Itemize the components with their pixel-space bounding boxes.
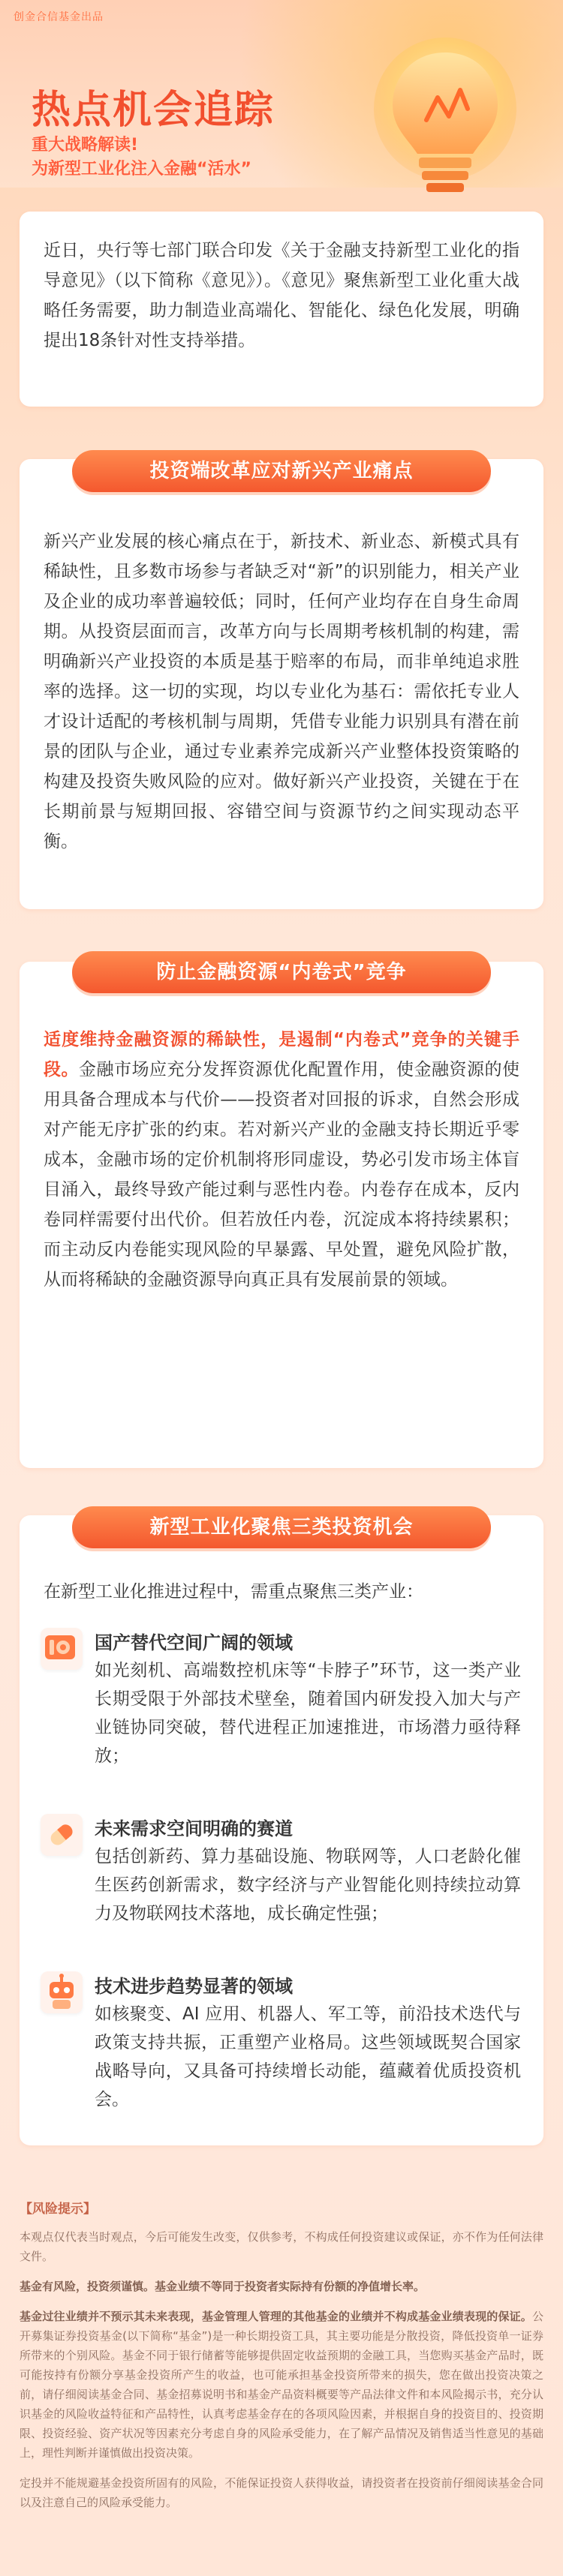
lightbulb-icon: [366, 38, 524, 225]
pill-icon: [41, 1814, 83, 1856]
section3-lead: 在新型工业化推进过程中，需重点聚焦三类产业：: [44, 1582, 423, 1602]
brand-tag: 创金合信基金出品: [14, 11, 104, 23]
item1-title: 国产替代空间广阔的领域: [95, 1632, 293, 1653]
risk-paragraph-3-rest: 公开募集证券投资基金(以下简称“基金”)是一种长期投资工具，其主要功能是分散投资，降低投资单一证券所带来的个别风险。基金不同于银行储蓄等能够提供固定收益预期的金融工具，当您购买基金产品时，既可能按持有份额分享基金投资所产生的收益，也可能承担基金投资所带来的损失，您在做出投资决策之前，请仔细阅读基金合同、基金招募说明书和基金产品资料概要等产品法律文件和本风险揭示书，充分认识基金的风险收益特征和产品特性，认真考虑基金存在的各项风险因素，并根据自身的投资目的、投资期限、投资经验、资产状况等因素充分考虑自身的风险承受能力，在了解产品情况及销售适当性意见的基础上，理性判断并谨慎做出投资决策。: [20, 2310, 543, 2460]
robot-icon: [41, 1971, 83, 2013]
page-title: 热点机会追踪: [32, 88, 275, 133]
section2-content: [44, 1025, 519, 1295]
item2-text: 包括创新药、算力基础设施、物联网等，人口老龄化催生医药创新需求，数字经济与产业智能化则持续拉动算力及物联网技术落地，成长确定性强；: [95, 1847, 521, 1923]
risk-paragraph-1: 本观点仅代表当时观点，今后可能发生改变，仅供参考，不构成任何投资建议或保证，亦不作为任何法律文件。: [20, 2230, 543, 2263]
risk-paragraph-3-bold: 基金过往业绩并不预示其未来表现，基金管理人管理的其他基金的业绩并不构成基金业绩表现的保证。: [20, 2310, 532, 2323]
item3-title: 技术进步趋势显著的领域: [95, 1976, 293, 1997]
risk-title: 【风险提示】: [20, 2202, 96, 2217]
item1-text: 如光刻机、高端数控机床等“卡脖子”环节，这一类产业长期受限于外部技术壁垒，随着国内研发投入加大与产业链协同突破，替代进程正加速推进，市场潜力亟待释放；: [95, 1661, 521, 1766]
item3-text: 如核聚变、AI 应用、机器人、军工等，前沿技术迭代与政策支持共振，正重塑产业格局。这些领域既契合国家战略导向，又具备可持续增长动能，蕴藏着优质投资机会。: [95, 2004, 521, 2109]
section1-paragraph: 新兴产业发展的核心痛点在于，新技术、新业态、新模式具有稀缺性，且多数市场参与者缺乏对“新”的识别能力，相关产业及企业的成功率普遍较低；同时，任何产业均存在自身生命周期。从投资层面而言，改革方向与长周期考核机制的构建，需明确新兴产业投资的本质是基于赔率的布局，而非单纯追求胜率的选择。这一切的实现，均以专业化为基石：需依托专业人才设计适配的考核机制与周期，凭借专业能力识别具有潜在前景的团队与企业，通过专业素养完成新兴产业整体投资策略的构建及投资失败风险的应对。做好新兴产业投资，关键在于在长期前景与短期回报、容错空间与资源节约之间实现动态平衡。: [44, 532, 519, 851]
section1-heading: 投资端改革应对新兴产业痛点: [72, 450, 491, 492]
risk-paragraph-3: [20, 2307, 543, 2463]
section2-paragraph: 金融市场应充分发挥资源优化配置作用，使金融资源的使用具备合理成本与代价——投资者对回报的诉求，自然会形成对产能无序扩张的约束。若对新兴产业的金融支持长期近乎零成本，金融市场的定价机制将形同虚设，势必引发市场主体盲目涌入，最终导致产能过剩与恶性内卷。内卷存在成本，反内卷同样需要付出代价。但若放任内卷，沉淀成本将持续累积；而主动反内卷能实现风险的早暴露、早处置，避免风险扩散，从而将稀缺的金融资源导向真正具有发展前景的领域。: [44, 1060, 519, 1290]
intro-card: [20, 212, 543, 407]
gear-icon: [41, 1628, 83, 1670]
hero-banner: [0, 0, 563, 188]
section3-heading: 新型工业化聚焦三类投资机会: [72, 1506, 491, 1548]
section1-card: [20, 459, 543, 909]
item2-title: 未来需求空间明确的赛道: [95, 1818, 293, 1839]
section2-highlight: 适度维持金融资源的稀缺性，是遏制“内卷式”竞争的关键手段。: [44, 1030, 519, 1079]
hero-subtitle-2: 为新型工业化注入金融“活水”: [32, 160, 251, 179]
intro-paragraph: 近日，央行等七部门联合印发《关于金融支持新型工业化的指导意见》（以下简称《意见》）。《意见》聚焦新型工业化重大战略任务需要，助力制造业高端化、智能化、绿色化发展，明确提出18条针对性支持举措。: [44, 241, 519, 350]
section2-card: [20, 962, 543, 1468]
risk-paragraph-4: 定投并不能规避基金投资所固有的风险，不能保证投资人获得收益，请投资者在投资前仔细阅读基金合同以及注意自己的风险承受能力。: [20, 2476, 543, 2509]
hero-subtitle-1: 重大战略解读!: [32, 136, 139, 155]
section2-heading: 防止金融资源“内卷式”竞争: [72, 951, 491, 993]
risk-paragraph-2: 基金有风险，投资须谨慎。基金业绩不等同于投资者实际持有份额的净值增长率。: [20, 2280, 426, 2293]
risk-disclosure: [20, 2198, 543, 2523]
section3-card: [20, 1515, 543, 2145]
